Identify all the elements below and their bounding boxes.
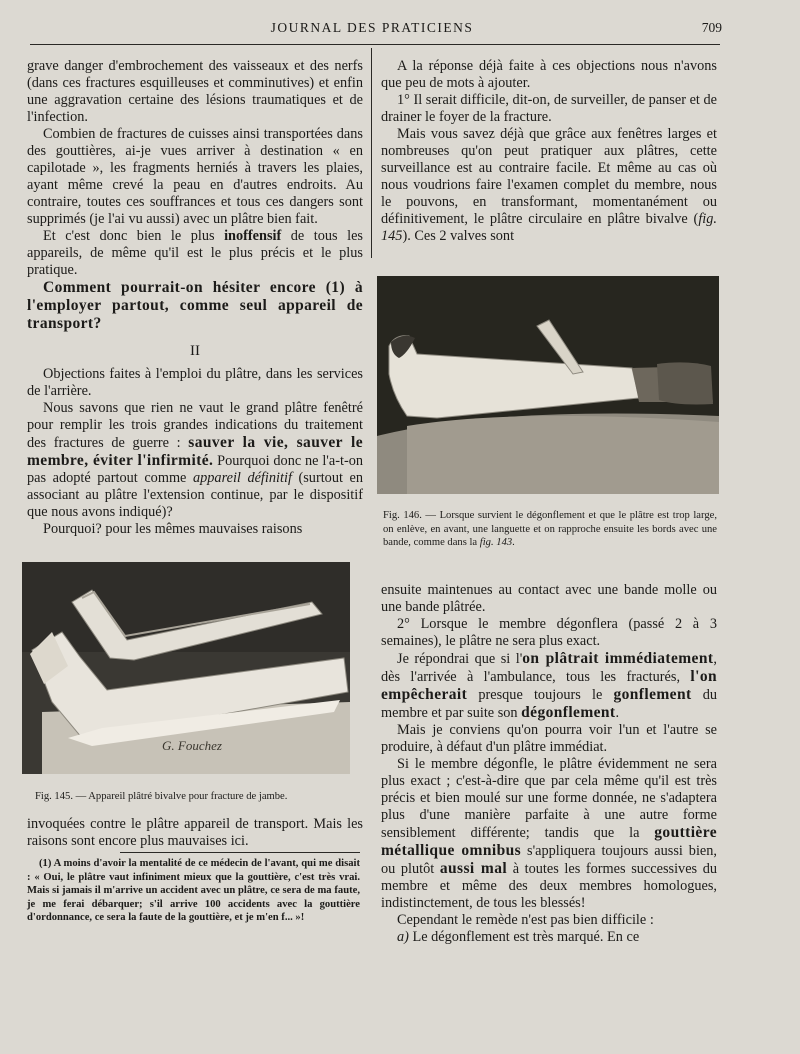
left-column-continued: [27, 816, 363, 850]
paragraph: Combien de fractures de cuisses ainsi transportées dans des gouttières, ai-je vues arriver à destination « en capilotade », les fragments herniés à travers les plaies, ayant même crevé la peau en d'autres endroits. Au contraire, toutes ces souffrances et tous ces dangers sont supprimés (je l'ai vu aussi) avec un plâtre bien fait.: [27, 126, 363, 227]
bold-question: Comment pourrait-on hésiter encore (1) à l'employer partout, comme seul appareil de transport?: [27, 279, 363, 332]
caption-text: — Appareil plâtré bivalve pour fracture de jambe.: [72, 791, 288, 802]
paragraph: Et c'est donc bien le plus inoffensif de tous les appareils, de même qu'il est le plus précis et le plus pratique.: [27, 228, 363, 278]
right-column-text: [381, 58, 717, 245]
bivalve-cast-illustration: [22, 562, 350, 774]
paragraph: Objections faites à l'emploi du plâtre, dans les services de l'arrière.: [27, 366, 363, 399]
paragraph: grave danger d'embrochement des vaisseaux et des nerfs (dans ces fractures esquilleuses et comminutives) et enfin une aggravation certaine des lésions traumatiques et de l'infection.: [27, 58, 363, 125]
page-header: [22, 18, 722, 42]
paragraph: Mais vous savez déjà que grâce aux fenêtres larges et nombreuses qu'on peut pratiquer aux plâtres, cette surveillance est au contraire facile. Et même au cas où nous voudrions faire l'examen complet du membre, nous le pouvons, en transformant, momentanément ou définitivement, le plâtre circulaire en plâtre bivalve (fig. 145). Ces 2 valves sont: [381, 126, 717, 244]
left-column-text: [27, 58, 363, 538]
figure-145-caption: [35, 790, 355, 804]
footnote-rule: [120, 852, 360, 853]
running-title: JOURNAL DES PRATICIENS: [270, 20, 474, 35]
paragraph: 2° Lorsque le membre dégonflera (passé 2 à 3 semaines), le plâtre ne sera plus exact.: [381, 616, 717, 649]
figure-145-photo: [22, 562, 350, 774]
paragraph: Mais je conviens qu'on pourra voir l'un et l'autre se produire, à défaut d'un plâtre immédiat.: [381, 722, 717, 755]
caption-label: Fig. 145.: [35, 791, 73, 802]
paragraph: Si le membre dégonfle, le plâtre évidemment ne sera plus exact ; c'est-à-dire que par cela même qu'il est très précis et bien moulé sur une forme donnée, ne s'adaptera plus d'une manière parfaite à une autre forme sensiblement différente; tandis que la gouttière métallique omnibus s'appliquera toujours aussi bien, ou plutôt aussi mal à toutes les formes successives du membre et même des deux membres homologues, indistinctement, de tous les blessés!: [381, 756, 717, 911]
paragraph: invoquées contre le plâtre appareil de transport. Mais les raisons sont encore plus mauvaises ici.: [27, 816, 363, 849]
footnote: [27, 857, 360, 925]
right-column-continued: [381, 582, 717, 946]
paragraph: Nous savons que rien ne vaut le grand plâtre fenêtré pour remplir les trois grandes indications du traitement des fractures de guerre : sauver la vie, sauver le membre, éviter l'infirmité. Pourquoi donc ne l'a-t-on pas adopté partout comme appareil définitif (surtout en associant au plâtre l'extension continue, par le dispositif que nous avons indiqué)?: [27, 400, 364, 520]
leg-cast-photo: [377, 276, 719, 494]
header-rule: [30, 44, 720, 45]
figure-146-photo: [377, 276, 719, 494]
paragraph: A la réponse déjà faite à ces objections nous n'avons que peu de mots à ajouter.: [381, 58, 717, 91]
paragraph: ensuite maintenues au contact avec une bande molle ou une bande plâtrée.: [381, 582, 717, 615]
paragraph: Je répondrai que si l'on plâtrait immédiatement, dès l'arrivée à l'ambulance, tous les fracturés, l'on empêcherait presque toujours le gonflement du membre et par suite son dégonflement.: [381, 650, 717, 721]
caption-label: Fig. 146.: [383, 510, 422, 521]
figure-146-caption: Fig. 146. — Lorsque survient le dégonflement et que le plâtre est trop large, on enlève, en avant, une languette et on rapproche ensuite les bords avec une bande, comme dans la fig. 143.: [383, 510, 717, 548]
artist-signature: G. Fouchez: [162, 738, 222, 753]
paragraph: 1° Il serait difficile, dit-on, de surveiller, de panser et de drainer le foyer de la fracture.: [381, 92, 717, 125]
section-heading: II: [190, 343, 200, 359]
column-divider: [371, 48, 372, 258]
footnote-text: (1) A moins d'avoir la mentalité de ce médecin de l'avant, qui me disait : « Oui, le plâtre vaut infiniment mieux que la gouttière, c'est très vrai. Mais si jamais il m'arrive un accident avec un plâtre, ce sera de ma faute, je me ferai débarquer; s'il arrive 100 accidents avec la gouttière d'ordonnance, ce sera la faute de la gouttière, et je m'en f... »!: [27, 858, 360, 923]
paragraph: a) Le dégonflement est très marqué. En ce: [397, 929, 640, 945]
page-number: 709: [701, 20, 722, 35]
paragraph: Pourquoi? pour les mêmes mauvaises raisons: [43, 521, 303, 537]
paragraph: Cependant le remède n'est pas bien difficile :: [397, 912, 654, 928]
